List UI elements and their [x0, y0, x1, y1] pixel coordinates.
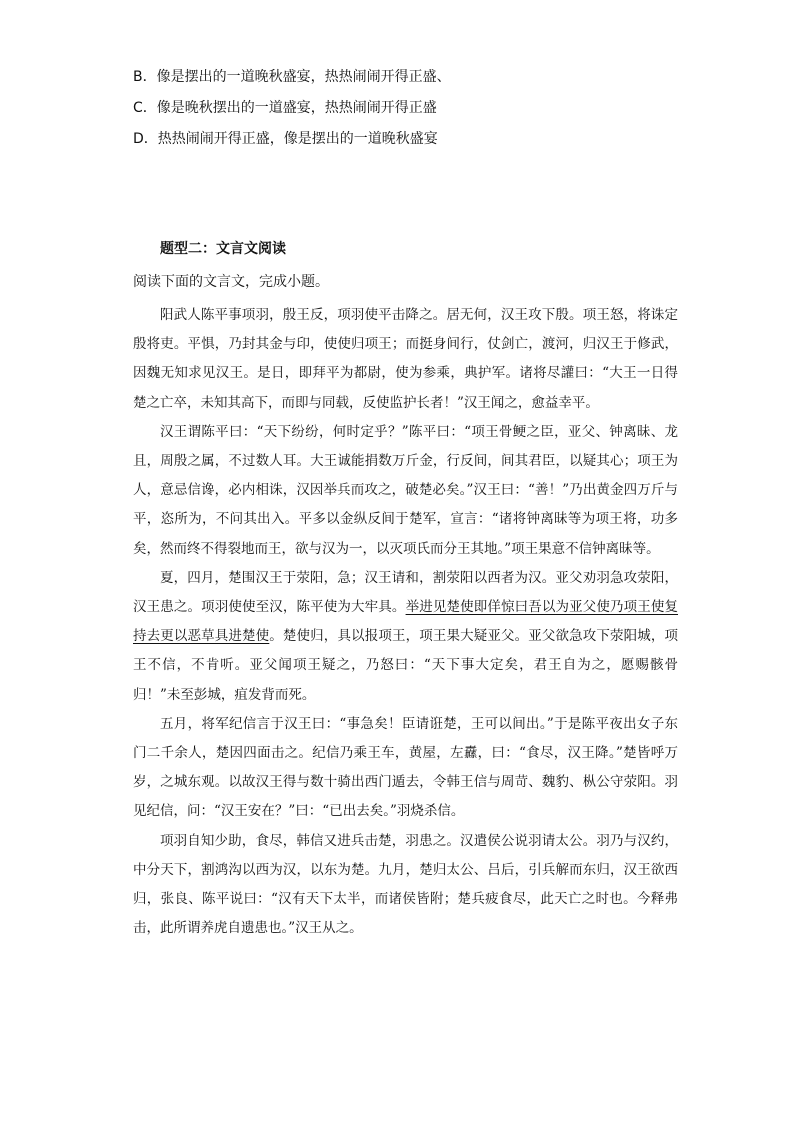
passage-paragraph-3	[133, 564, 678, 710]
option-b	[133, 67, 451, 87]
option-c-letter: C．	[133, 100, 157, 116]
section-title: 题型二：文言文阅读	[160, 241, 286, 257]
paragraph-3-before: 夏，四月，楚围汉王于荥阳，急；汉王请和，割荥阳以西者为汉。亚父劝羽急攻荥阳，汉王患之。项羽使使至汉，陈平使为大牢具。	[133, 569, 678, 616]
option-d	[133, 129, 438, 149]
passage-paragraph-4: 五月，将军纪信言于汉王曰：“事急矣！臣请诳楚，王可以间出。”于是陈平夜出女子东门二千余人，楚因四面击之。纪信乃乘王车，黄屋，左纛，曰：“食尽，汉王降。”楚皆呼万岁，之城东观。以故汉王得与数十骑出西门遁去，令韩王信与周苛、魏豹、枞公守荥阳。羽见纪信，问：“汉王安在？”曰：“已出去矣。”羽烧杀信。	[133, 715, 678, 820]
option-c	[133, 98, 437, 118]
underlined-sentence: 举进见楚使即佯惊曰吾以为亚父使乃项王使复持去更以恶草具进楚使	[133, 599, 679, 645]
option-b-text: 像是摆出的一道晚秋盛宴，热热闹闹开得正盛、	[156, 69, 451, 85]
option-b-letter: B．	[133, 69, 157, 85]
paragraph-3-after: 。楚使归，具以报项王，项王果大疑亚父。亚父欲急攻下荥阳城，项王不信，不肯听。亚父闻项王疑之，乃怒曰：“天下事大定矣，君王自为之，愿赐骸骨归！”未至彭城，疽发背而死。	[133, 628, 679, 703]
instruction-text: 阅读下面的文言文，完成小题。	[133, 274, 329, 290]
option-d-letter: D．	[133, 131, 158, 147]
passage-paragraph-1: 阳武人陈平事项羽，殷王反，项羽使平击降之。居无何，汉王攻下殷。项王怒，将诛定殷将吏。平惧，乃封其金与印，使使归项王；而挺身间行，仗剑亡，渡河，归汉王于修武，因魏无知求见汉王。是日，即拜平为都尉，使为参乘，典护军。诸将尽讙曰：“大王一日得楚之亡卒，未知其高下，而即与同载，反使监护长者！”汉王闻之，愈益幸平。	[133, 307, 678, 411]
passage-paragraph-2: 汉王谓陈平曰：“天下纷纷，何时定乎？”陈平曰：“项王骨鲠之臣，亚父、钟离昧、龙且，周殷之属，不过数人耳。大王诚能捐数万斤金，行反间，间其君臣，以疑其心；项王为人，意忌信谗，必内相诛，汉因举兵而攻之，破楚必矣。”汉王曰：“善！”乃出黄金四万斤与平，恣所为，不问其出入。平多以金纵反间于楚军，宣言：“诸将钟离昧等为项王将，功多矣，然而终不得裂地而王，欲与汉为一，以灭项氏而分王其地。”项王果意不信钟离昧等。	[133, 423, 678, 557]
passage-paragraph-5: 项羽自知少助，食尽，韩信又进兵击楚，羽患之。汉遣侯公说羽请太公。羽乃与汉约，中分天下，割鸿沟以西为汉，以东为楚。九月，楚归太公、吕后，引兵解而东归，汉王欲西归，张良、陈平说曰：“汉有天下太半，而诸侯皆附；楚兵疲食尽，此天亡之时也。今释弗击，此所谓养虎自遗患也。”汉王从之。	[133, 832, 678, 937]
passage	[133, 301, 678, 943]
option-d-text: 热热闹闹开得正盛，像是摆出的一道晚秋盛宴	[157, 131, 438, 147]
option-c-text: 像是晚秋摆出的一道盛宴，热热闹闹开得正盛	[156, 100, 437, 116]
